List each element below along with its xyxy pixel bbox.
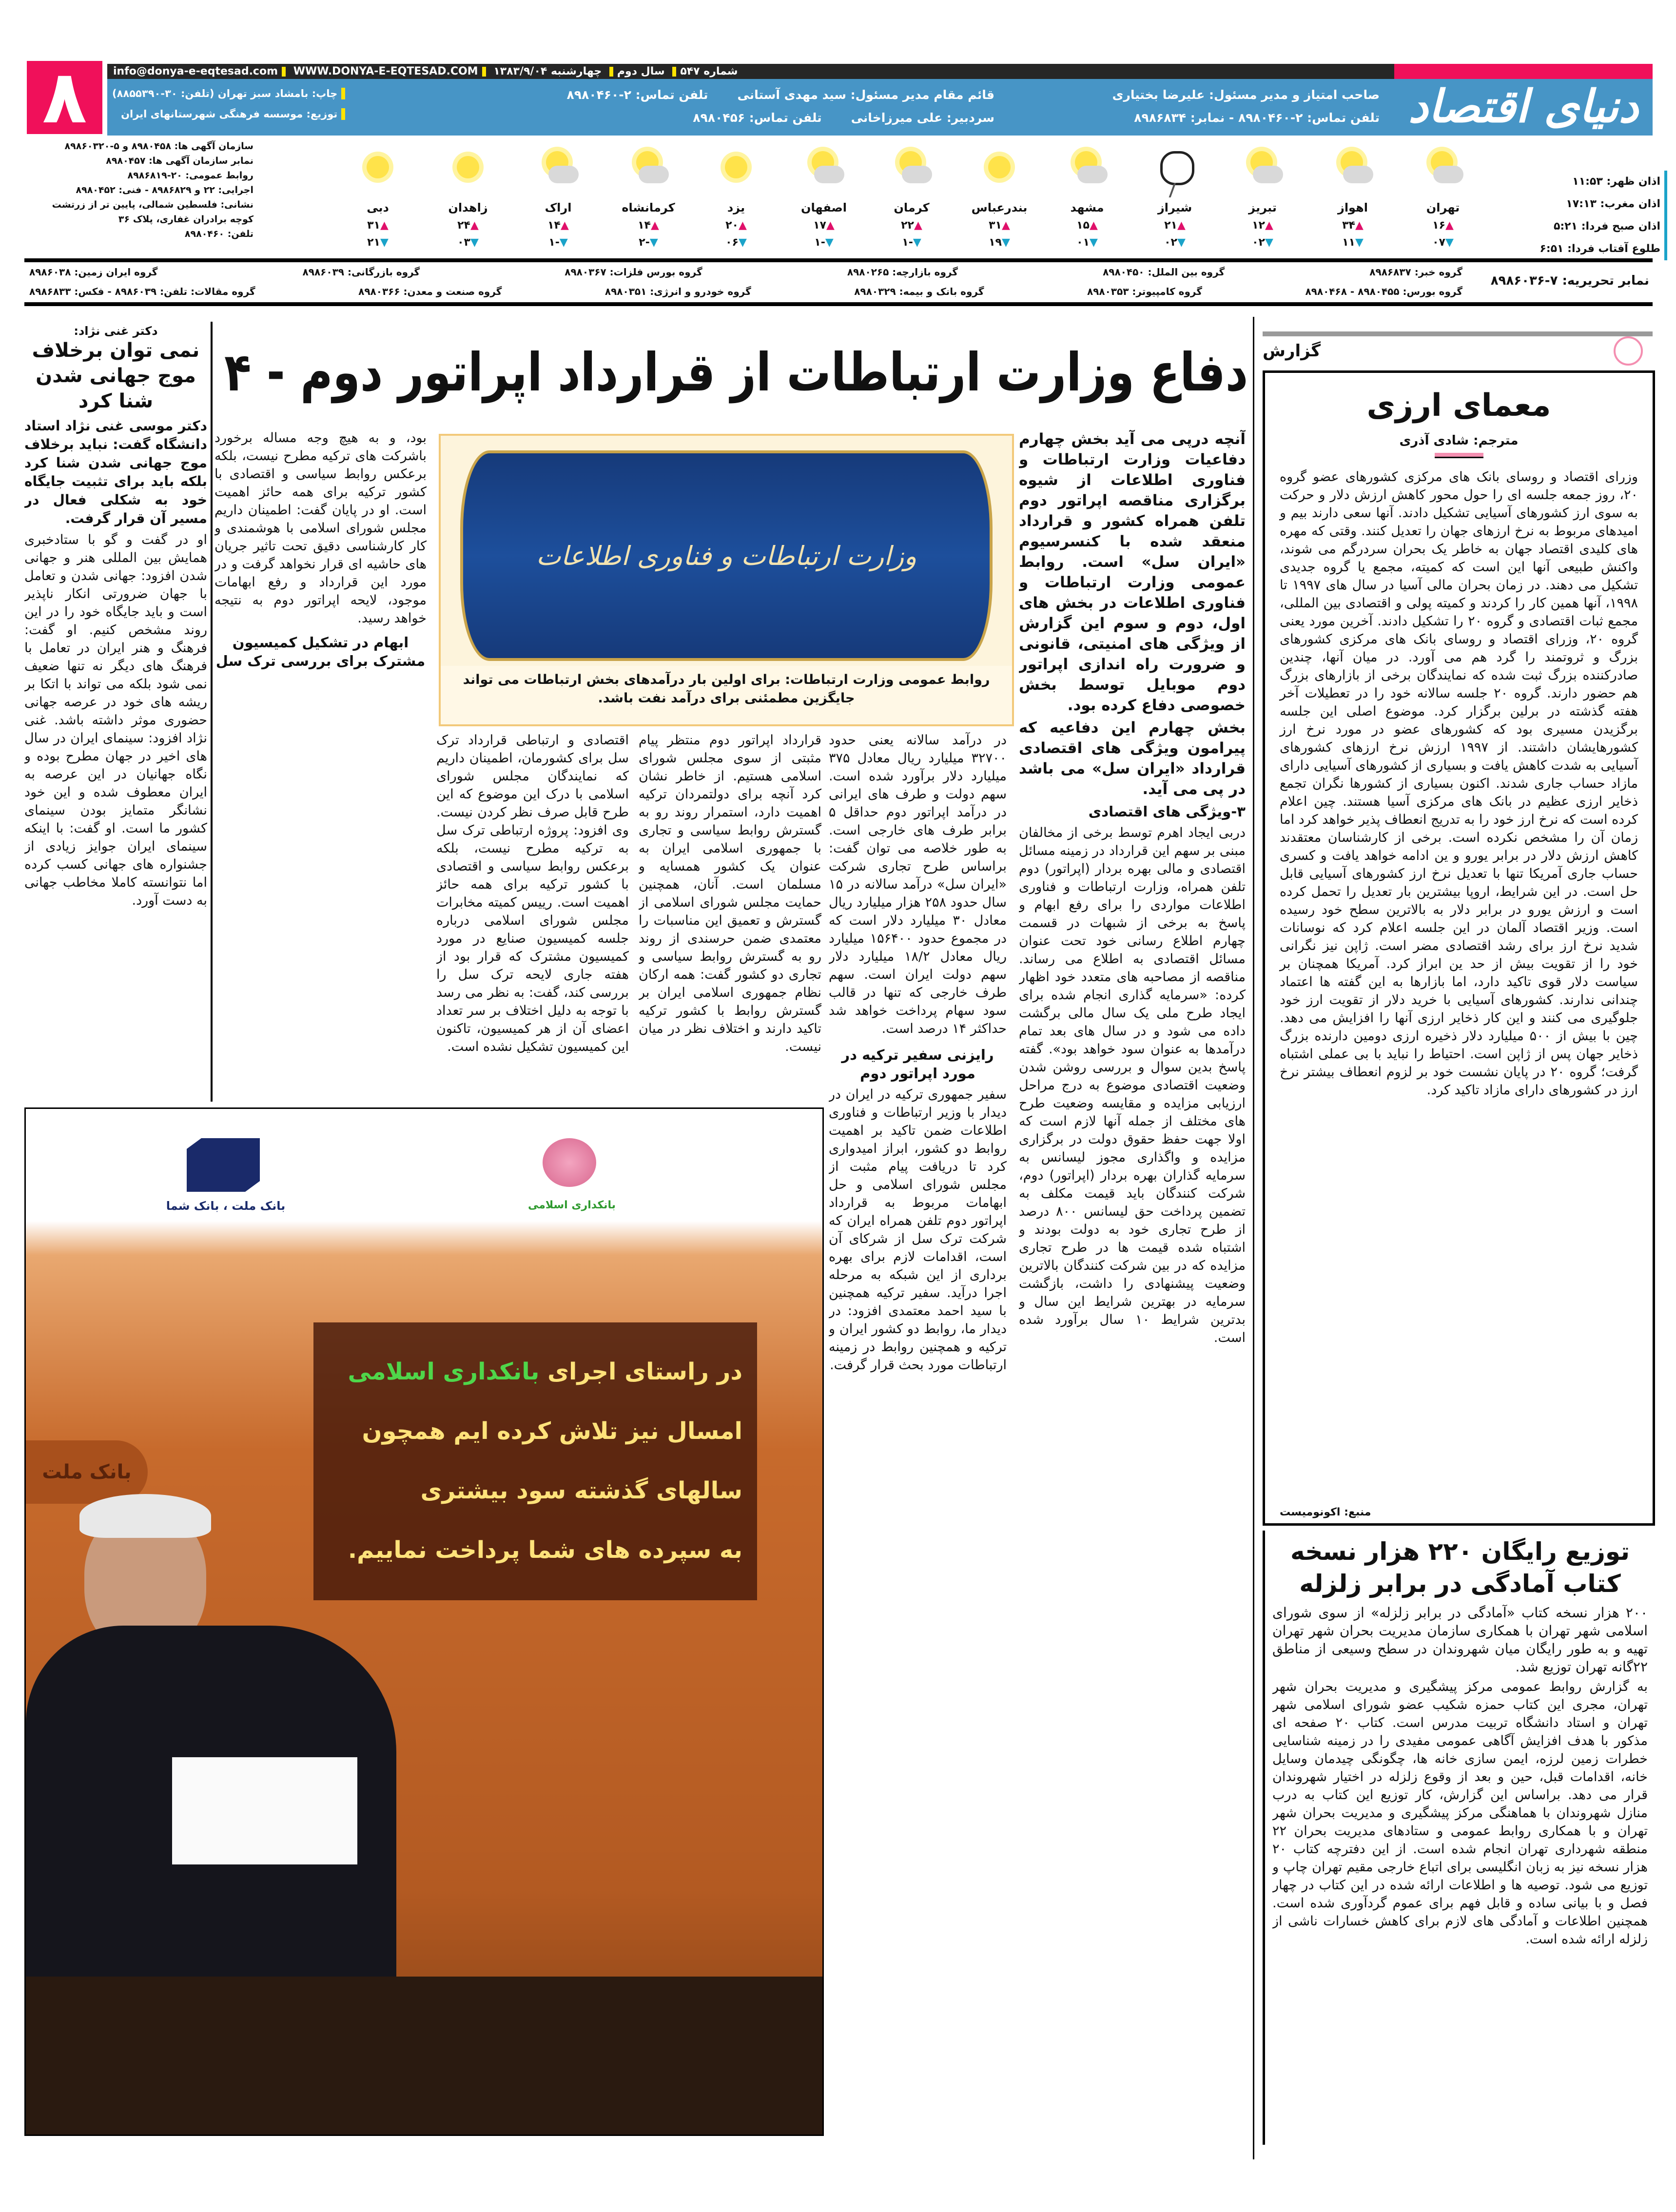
globe-icon (1614, 336, 1643, 366)
report-box (1263, 370, 1655, 1526)
department-phone: گروه کامپیوتر: ۸۹۸۰۳۵۳ (1087, 286, 1202, 297)
weather-city-name: مشهد (1070, 201, 1104, 214)
earthquake-article-title: توزیع رایگان ۲۲۰ هزار نسخه کتاب آمادگی در برابر زلزله (1290, 1537, 1630, 1598)
desk (26, 1977, 824, 2136)
bank-slogan: بانک ملت ، بانک شما (166, 1199, 286, 1213)
sun-cloud-icon (1406, 141, 1480, 195)
report-body: وزرای اقتصاد و روسای بانک های مرکزی کشورهای عضو گروه ۲۰، روز جمعه جلسه ای را حول محور کاهش ارزش دلار و حرکت به سوی ارز کشورهای آسیایی تشکیل دادند. آنها سعی دارند بیم و امیدهای مربوط به نرخ ارزهای جهان را تعدیل کنند. وقتی که مهره های کلیدی اقتصاد جهان به خاطر یک بحران سردرگم می شوند، واکنش طبیعی آنها این است که کمیته، مجمع یا گروه جدیدی تشکیل می دهند. در زمان بحران مالی آسیا در سال های ۱۹۹۷ تا ۱۹۹۸، آنها همین کار را کردند و کمیته پولی و اقتصادی بین المللی، مجمع ثبات اقتصادی و گروه ۲۰ را تشکیل دادند. آخرین مورد یعنی گروه ۲۰، وزرای اقتصاد و روسای بانک های مرکزی کشورهای بزرگ و ثروتمند را گرد هم می آورد. در میان آنها، چندین صادرکننده بزرگ ثبت شده که نمایندگان برخی از بازارهای بزرگ هم حضور دارند. گروه ۲۰ جلسه سالانه خود را در تعطیلات آخر هفته گذشته در برلین برگزار کرد. موضوع اصلی این جلسه برگزیدن مسیری بود که کشورهای عضو در مورد نرخ ارز کشورهایشان داشتند. از ۱۹۹۷ ارزش نرخ ارزهای کشورهای آسیایی به شدت کاهش یافت و بسیاری از کشورهای آسیایی دارای مازاد حساب جاری شدند. اکنون بسیاری از کشورها نگران تجمع ذخایر ارزی عظیم در بانک های مرکزی آسیا هستند. چین اعلام کرده است که نرخ ارز خود را به تدریج انعطاف پذیر خواهد کرد اما زمان آن را مشخص نکرده است. برخی از کارشناسان معتقدند کاهش ارزش دلار در برابر یورو و ین ادامه خواهد یافت و کسری حساب جاری آمریکا تنها با تعدیل نرخ ارز کشورهای آسیایی قابل حل است. در این شرایط، اروپا بیشترین بار تعدیل را تحمل کرده است و ارزش یورو در برابر دلار به بالاترین سطح خود رسیده است. وزیر اقتصاد آلمان در این جلسه اعلام کرد که نوسانات شدید نرخ ارز برای رشد اقتصادی مضر است. ژاپن نیز نگرانی خود را از تقویت بیش از حد ین ابراز کرد. آمریکا همچنان بر سیاست دلار قوی تاکید دارد، اما بازارها به این گفته ها اعتماد چندانی ندارند. کشورهای آسیایی با خرید دلار از تقویت ارز خود جلوگیری می کنند و این کار ذخایر ارزی آنها را افزایش می دهد. چین با بیش از ۵۰۰ میلیارد دلار ذخیره ارزی دومین دارنده بزرگ ذخایر جهان پس از ژاپن است. احتیاط را نباید با بی عملی اشتباه گرفت؛ گروه ۲۰ در پایان نشست خود بر لزوم انعطاف بیشتر نرخ ارز در کشورهای دارای مازاد تاکید کرد. (1280, 469, 1638, 1098)
department-phone: گروه خبر: ۸۹۸۶۸۳۷ (1369, 266, 1462, 278)
pr-phone: روابط عمومی: ۲۰-۸۹۸۶۸۱۹ (127, 170, 253, 181)
department-phone: گروه بازارچه: ۸۹۸۰۲۶۵ (847, 266, 958, 278)
ministry-calligraphy: وزارت ارتباطات و فناوری اطلاعات (536, 540, 917, 571)
building-sign: بانک ملت (26, 1440, 148, 1504)
ad-message (313, 1322, 757, 1600)
weather-city-11 (431, 141, 505, 249)
department-phone: گروه مقالات: تلفن: ۸۹۸۶۰۳۹ - فکس: ۸۹۸۶۸۳۳ (29, 286, 255, 297)
earthquake-article-body: به گزارش روابط عمومی مرکز پیشگیری و مدیریت بحران شهر تهران، مجری این کتاب حمزه شکیب عضو شورای اسلامی شهر تهران و استاد دانشگاه تربیت مدرس است. کتاب ۲۰ صفحه ای مذکور با هدف افزایش آگاهی عمومی مفیدی را در زمینه شناسایی خطرات زمین لرزه، ایمن سازی خانه ها، چگونگی چیدمان وسایل خانه، اقدامات قبل، حین و بعد از وقوع زلزله در اختیار شهروندان قرار می دهد. براساس این گزارش، کار توزیع این کتاب به درب منازل شهروندان با هماهنگی مرکز پیشگیری و مدیریت بحران شهر تهران و با همکاری روابط عمومی و ستادهای مدیریت بحران ۲۲ منطقه شهرداری تهران انجام شده است. از این دفترچه کتاب ۲۰ هزار نسخه نیز به زبان انگلیسی برای اتباع خارجی مقیم تهران چاپ و توزیع می شود. توصیه ها و اطلاعات ارائه شده در این کتاب در چهار فصل و با بیانی ساده و قابل فهم برای عموم گردآوری شده است. همچنین اطلاعات و آمادگی های لازم برای کاهش خسارات ناشی از زلزله ارائه شده است. (1272, 1679, 1648, 1947)
subheading-commission: ابهام در تشکیل کمیسیون مشترک برای بررسی ترک سل (215, 634, 426, 669)
main-headline: دفاع وزارت ارتباطات از قرارداد اپراتور دوم - ۴ (224, 342, 1248, 403)
main-col-b (829, 731, 1007, 2145)
department-phone-row (29, 286, 1462, 297)
publisher-phone: تلفن تماس: ۲-۸۹۸۰۴۶۰ - نمابر: ۸۹۸۶۸۳۴ (1134, 111, 1380, 125)
weather-high: ▲۲۲ (901, 219, 922, 232)
sun-icon (700, 141, 773, 195)
weather-high: ▲۱۲ (1252, 219, 1273, 232)
photo-caption: روابط عمومی وزارت ارتباطات: برای اولین بار درآمدهای بخش ارتباطات می تواند جایگزین مطمئنی برای درآمد نفت باشد. (441, 666, 1012, 724)
weather-low: ▼-۱ (814, 236, 834, 249)
column-divider (1253, 317, 1254, 2159)
weather-city-9 (612, 141, 685, 249)
main-col-e (214, 429, 427, 1102)
divider (24, 258, 1653, 262)
prayer-evening: اذان مغرب: ۱۷:۱۳ (1536, 193, 1667, 215)
weather-low: ▼-۱ (902, 236, 921, 249)
print-group (112, 88, 345, 120)
ad-line-4: به سپرده های شما پرداخت نماییم. (348, 1536, 742, 1564)
department-phone: گروه ایران زمین: ۸۹۸۶۰۳۸ (29, 266, 158, 278)
main-col-c: قرارداد اپراتور دوم منتظر پیام مثبتی از سوی مجلس شورای اسلامی هستیم. از خاطر نشان کرد آنچه برای دولتمردان ترکیه اهمیت دارد، استمرار روند رو به گسترش روابط سیاسی و تجاری با جمهوری اسلامی ایران به عنوان یک کشور همسایه و مسلمان است. آنان، همچنین حمایت مجلس شورای اسلامی از گسترش و تعمیق این مناسبات را معتمدی ضمن حرسندی از روند رو به گسترش روابط سیاسی و تجاری دو کشور گفت: همه ارکان نظام جمهوری اسلامی ایران بر گسترش روابط با کشور ترکیه تاکید دارند و اختلاف نظر در میان نیست. (639, 733, 821, 1054)
sun-cloud-icon (1316, 141, 1389, 195)
issue-number: شماره ۵۴۷ (680, 65, 738, 78)
printer: چاپ: بامشاد سبز تهران (تلفن: ۳۰-۸۸۵۵۳۹۰) (112, 88, 345, 99)
weather-city-name: تبریز (1248, 201, 1277, 214)
weather-low: ▼۰۷ (1432, 236, 1454, 249)
side-article-lead: دکتر موسی غنی نژاد استاد دانشگاه گفت: نباید برخلاف موج جهانی شدن شنا کرد بلکه باید برای تثبیت جایگاه خود به شکلی فعال در مسیر آن قرار گرفت. (24, 418, 207, 526)
email: چهارشنبه ۱۳۸۳/۹/۰۴ (493, 65, 602, 78)
sun-cloud-icon (1051, 141, 1124, 195)
sun-cloud-icon (522, 141, 595, 195)
deputy: قائم مقام مدیر مسئول: سید مهدی آستانی (737, 88, 994, 102)
weather-city-4 (1051, 141, 1124, 249)
prayer-noon: اذان ظهر: ۱۱:۵۳ (1536, 171, 1667, 193)
rain-cloud-icon (1138, 141, 1211, 195)
weather-high: ▲۳۴ (1342, 219, 1364, 232)
rose-icon (543, 1138, 596, 1187)
report-byline: مترجم: شادی آذری (1399, 433, 1519, 448)
prayer-morning: اذان صبح فردا: ۵:۲۱ (1536, 215, 1667, 238)
sun-cloud-icon (612, 141, 685, 195)
sun-icon (341, 141, 414, 195)
weather-city-2 (1226, 141, 1299, 249)
weather-city-12 (341, 141, 414, 249)
main-col-b-body-2: سفیر جمهوری ترکیه در ایران در دیدار با وزیر ارتباطات و فناوری اطلاعات ضمن تاکید بر اهمیت روابط دو کشور، ابراز امیدواری کرد تا دریافت پیام مثبت از مجلس شورای اسلامی و حل ابهامات مربوط به قرارداد اپراتور دوم تلفن همراه ایران که شرکت ترک سل از شرکای آن است، اقدامات لازم برای بهره برداری از این شبکه به مرحله اجرا درآید. سفیر ترکیه همچنین با سید احمد معتمدی افزود: در دیدار ما، روابط دو کشور ایران و ترکیه و همچنین روابط در زمینه ارتباطات مورد بحث قرار گرفت. (829, 1087, 1007, 1373)
top-info-bar (107, 64, 1394, 79)
department-phone: گروه بورس فلزات: ۸۹۸۰۳۶۷ (565, 266, 702, 278)
report-source: منبع: اکونومیست (1280, 1506, 1371, 1518)
weather-high: ▲۱۷ (813, 219, 835, 232)
weather-city-10 (522, 141, 595, 249)
department-phone: گروه خودرو و انرژی: ۸۹۸۰۳۵۱ (604, 286, 751, 297)
department-phone: گروه بورس: ۸۹۸۰۴۵۵ - ۸۹۸۰۴۶۸ (1305, 286, 1462, 297)
weather-city-name: اراک (545, 201, 572, 214)
earthquake-article (1272, 1535, 1648, 2147)
weather-city-3 (1138, 141, 1211, 249)
section-label: گزارش (1263, 341, 1321, 361)
weather-city-name: کرمان (894, 201, 930, 214)
contact-info (24, 139, 253, 241)
weather-city-name: تهران (1426, 201, 1460, 214)
main-col-a (1019, 429, 1246, 2145)
weather-city-name: یزد (727, 201, 745, 214)
weather-city-1 (1316, 141, 1389, 249)
weather-city-name: بندرعباس (971, 201, 1028, 214)
weather-city-name: شیراز (1157, 201, 1192, 214)
weather-low: ▼-۱ (548, 236, 568, 249)
main-headline-wrap (214, 336, 1248, 409)
weather-high: ▲۱۶ (1432, 219, 1454, 232)
main-col-d (436, 731, 629, 1102)
weather-low: ▼۲۱ (367, 236, 389, 249)
subheading-economic: ۳-ویژگی های اقتصادی (1088, 803, 1246, 820)
islamic-banking-caption: بانکداری اسلامی (527, 1199, 616, 1211)
weather-city-name: اهواز (1338, 201, 1368, 214)
divider (24, 302, 1653, 306)
side-article-kicker: دکتر غنی نژاد: (74, 324, 158, 338)
sun-cloud-icon (787, 141, 860, 195)
newspaper-logo (1394, 64, 1653, 136)
weather-city-name: زاهدان (448, 201, 488, 214)
website[interactable]: WWW.DONYA-E-EQTESAD.COM (293, 65, 478, 78)
main-col-a-body: دربی ایجاد اهرم توسط برخی از مخالفان مبنی بر سهم این قرارداد در زمینه مسائل اقتصادی و مالی بهره بردار (اپراتور) دوم تلفن همراه، وزارت ارتباطات و فناوری اطلاعات مواردی را برای رفع ابهام و پاسخ به برخی از شبهات در قسمت چهارم اطلاع رسانی خود تحت عنوان مسائل اقتصادی به اطلاع می رساند. مناقصه از مصاحبه های متعدد خود اظهار کرده: «سرمایه گذاری انجام شده برای ایجاد طرح ملی یک سال مالی برگشت داده می شود و در سال های بعد تمام درآمدها به عنوان سود خواهد بود». گفته پاسخ بدین سوال و بررسی روشن شدن وضعیت اقتصادی موضوع به درج مراحل ارزیابی مزایده و مقایسه وضعیت طرح های مختلف از جمله آنها لازم است که اولا جهت حفظ حقوق دولت در برگزاری مزایده و واگذاری مجوز لیسانس به سرمایه گذاران بهره بردار (اپراتور) دوم، شرکت کنندگان باید قیمت مکلف به تضمین پرداخت حق لیسانس ۸۰۰ درصد از طرح تجاری خود به دولت بودند و اشتباه شده قیمت ها در طرح تجاری مزایده که در بین شرکت کنندگان بالاترین وضعیت پیشنهادی را داشت، بازگشت سرمایه در بهترین شرایط این سال و بدترین شرایط ۱۰ سال برآورد شده است. (1019, 825, 1246, 1345)
publisher: صاحب امتیاز و مدیر مسئول: علیرضا بختیاری (1112, 88, 1380, 102)
subheading-turkey-ambassador: رایزنی سفیر ترکیه در مورد اپراتور دوم (841, 1047, 994, 1082)
weather-high: ▲۳۱ (367, 219, 389, 232)
department-phone: گروه بازرگانی: ۸۹۸۶۰۳۹ (302, 266, 420, 278)
weather-low: ▼۰۲ (1164, 236, 1186, 249)
department-phone-row (29, 266, 1462, 278)
ad-line-1: در راستای اجرای (547, 1358, 742, 1385)
ad-line-3: سالهای گذشته سود بیشتری (420, 1477, 742, 1504)
department-phone: گروه بین الملل: ۸۹۸۰۴۵۰ (1103, 266, 1225, 278)
editors-group (567, 88, 995, 125)
sun-icon (431, 141, 505, 195)
weather-low: ▼۱۱ (1342, 236, 1364, 249)
volume: سال دوم (617, 65, 665, 78)
ad-highlight: بانکداری اسلامی (348, 1358, 540, 1385)
issue-date: info@donya-e-eqtesad.com (113, 65, 278, 78)
sunrise: طلوع آفتاب فردا: ۶:۵۱ (1536, 238, 1667, 260)
distribution: توزیع: موسسه فرهنگی شهرستانهای ایران (112, 108, 345, 120)
weather-high: ▲۱۵ (1076, 219, 1098, 232)
weather-high: ▲۱۴ (638, 219, 659, 232)
sun-cloud-icon (1226, 141, 1299, 195)
logo-text: دنیای اقتصاد (1408, 80, 1639, 133)
weather-low: ▼۰۳ (457, 236, 479, 249)
weather-city-7 (787, 141, 860, 249)
weather-city-8 (700, 141, 773, 249)
main-col-d-body: اقتصادی و ارتباطی قرارداد ترک سل برای کشورمان، اطمینان داریم که نمایندگان مجلس شورای اسلامی با درک این موضوع که این طرح قابل صرف نظر کردن نیست. وی افزود: پروژه ارتباطی ترک سل به ترکیه مطرح نیست، بلکه برعکس روابط سیاسی و اقتصادی با کشور ترکیه برای همه حائز اهمیت است. رییس کمیته مخابرات مجلس شورای اسلامی درباره جلسه کمیسیون صنایع در مورد کمیسیون مشترک که قرار بود از هفته جاری لایحه ترک سل را بررسی کند، گفت: به نظر می رسد با توجه به دلیل اختلاف بر سر تعداد اعضای آن از هر کمیسیون، تاکنون این کمیسیون تشکیل نشده است. (436, 733, 629, 1054)
prayer-times (1536, 171, 1667, 260)
earthquake-article-lead: ۲۰۰ هزار نسخه کتاب «آمادگی در برابر زلزله» از سوی شورای اسلامی شهر تهران با همکاری سازمان مدیریت بحران شهر تهران تهیه و به طور رایگان میان شهروندان در سطح وسیعی از مناطق ۲۲گانه تهران توزیع شد. (1272, 1605, 1648, 1675)
newsroom-fax: نمابر تحریریه: ۷-۸۹۸۶۰۳۶ (1490, 273, 1649, 288)
main-lead-2: بخش چهارم این دفاعیه که پیرامون ویژگی های اقتصادی قرارداد «ایران سل» می باشد در پی می آید. (1019, 719, 1246, 798)
weather-high: ▲۲۰ (725, 219, 747, 232)
weather-city-5 (963, 141, 1036, 249)
weather-low: ▼-۲ (639, 236, 658, 249)
address-line-2: کوچه برادران غفاری، پلاک ۳۶ (118, 214, 253, 225)
weather-high: ▲۲۴ (457, 219, 479, 232)
publisher-group (1112, 88, 1380, 125)
deputy-phone: تلفن تماس: ۲-۸۹۸۰۴۶۰ (566, 88, 708, 102)
main-lead: آنچه درپی می آید بخش چهارم دفاعیات وزارت ارتباطات و فناوری اطلاعات از شیوه برگزاری مناقصه اپراتور دوم تلفن همراه کشور و قرارداد منعقد شده با کنسرسیوم «ایران سل» است. روابط عمومی وزارت ارتباطات و فناوری اطلاعات در بخش های اول، دوم و سوم این گزارش از ویژگی های امنیتی، قانونی و ضرورت راه اندازی اپراتور دوم موبایل توسط بخش خصوصی دفاع کرده بود. (1019, 430, 1246, 714)
editor-phone: تلفن تماس: ۸۹۸۰۴۵۶ (693, 111, 822, 125)
address-line-1: نشانی: فلسطین شمالی، پایین تر از زرتشت (52, 199, 253, 210)
department-phone: گروه صنعت و معدن: ۸۹۸۰۳۶۶ (358, 286, 502, 297)
weather-low: ▼۱۹ (989, 236, 1010, 249)
main-col-e-body: بود، و به هیچ وجه مساله برخورد باشرکت های ترکیه مطرح نیست، بلکه برعکس روابط سیاسی و اقتصادی با کشور ترکیه برای همه حائز اهمیت است. او در پایان گفت: اطمینان داریم مجلس شورای اسلامی با هوشمندی و کار کارشناسی دقیق تحت تاثیر جریان های حاشیه ای قرار نخواهد گرفت و در مورد این قرارداد و رفع ابهامات موجود، لایحه اپراتور دوم به نتیجه خواهد رسید. (214, 430, 427, 626)
bank-mellat-logo-icon (187, 1138, 260, 1192)
main-col-b-body: در درآمد سالانه یعنی حدود ۳۲۷۰۰ میلیارد ریال معادل ۳۷۵ میلیارد دلار برآورد شده است. سهم دولت و طرف های ایرانی در درآمد اپراتور دوم حداقل ۵ برابر طرف های خارجی است. به طور خلاصه می توان گفت: براساس طرح تجاری شرکت «ایران سل» درآمد سالانه در ۱۵ سال حدود ۲۵۸ هزار میلیارد ریال معادل ۳۰ میلیارد دلار است که در مجموع حدود ۱۵۶۴۰۰ میلیارد ریال معادل ۱۸/۲ میلیارد دلار سهم دولت ایران است. سهم طرف خارجی که تنها در قالب سود سهام پرداخت خواهد شد حداکثر ۱۴ درصد است. (829, 733, 1007, 1036)
weather-high: ▲۱۴ (547, 219, 569, 232)
column-divider (211, 322, 213, 1102)
side-article-body: او در گفت و گو با ستادخبری همایش بین المللی هنر و جهانی شدن افزود: جهانی شدن و تعامل با جهان ضرورتی انکار ناپذیر است و باید جایگاه خود را در این روند مشخص کنیم. او گفت: فرهنگ و هنر ایران در تعامل با فرهنگ های دیگر نه تنها ضعیف نمی شود بلکه می تواند با اتکا بر ریشه های خود در عرصه جهانی حضوری موثر داشته باشد. غنی نژاد افزود: سینمای ایران در سال های اخیر در جهان مطرح بوده و نگاه جهانیان در این عرصه به ایران معطوف شده و این خود نشانگر متمایز بودن سینمای کشور ما است. او گفت: با اینکه سینمای ایران جوایز زیادی از جشنواره های جهانی کسب کرده اما نتوانسته کاملا مخاطب جهانی به دست آورد. (24, 532, 207, 908)
main-phone: تلفن: ۸۹۸۰۴۶۰ (184, 229, 253, 239)
weather-city-name: دبی (367, 201, 389, 214)
weather-low: ▼۰۶ (725, 236, 747, 249)
weather-city-name: کرمانشاه (622, 201, 675, 214)
weather-city-name: اصفهان (800, 201, 847, 214)
article-border (1263, 1531, 1265, 2145)
weather-high: ▲۳۱ (989, 219, 1010, 232)
editor: سردبیر: علی میرزاخانی (851, 111, 994, 125)
desk-nameplate (172, 1757, 357, 1864)
section-bar (1263, 331, 1653, 336)
credits-bar (107, 79, 1394, 136)
sun-icon (963, 141, 1036, 195)
ministry-photo (439, 434, 1014, 726)
bank-mellat-advertisement[interactable] (24, 1107, 824, 2136)
exec-phone: اجرایی: ۲۲ و ۸۹۸۶۸۲۹ - فنی: ۸۹۸۰۴۵۲ (76, 185, 253, 195)
weather-low: ▼۰۱ (1076, 236, 1098, 249)
ceo-photo-hair (79, 1494, 211, 1538)
byline-rule (1435, 453, 1483, 458)
side-article (24, 324, 207, 1102)
ads-phone: سازمان آگهی ها: ۸۹۸۰۴۵۸ و ۵-۸۹۸۶۰۳۲۰ (64, 141, 253, 152)
page-number: ۸ (27, 61, 102, 134)
side-article-headline: نمی توان برخلاف موج جهانی شدن شنا کرد (32, 339, 200, 412)
weather-city-0 (1406, 141, 1480, 249)
report-title: معمای ارزی (1366, 388, 1551, 424)
weather-low: ▼۰۲ (1252, 236, 1273, 249)
weather-city-6 (875, 141, 948, 249)
sun-cloud-icon (875, 141, 948, 195)
weather-high: ▲۲۱ (1164, 219, 1186, 232)
ads-fax: نمابر سازمان آگهی ها: ۸۹۸۰۴۵۷ (106, 155, 253, 166)
ad-line-2: امسال نیز تلاش کرده ایم همچون (362, 1417, 742, 1445)
department-phone: گروه بانک و بیمه: ۸۹۸۰۳۲۹ (854, 286, 984, 297)
